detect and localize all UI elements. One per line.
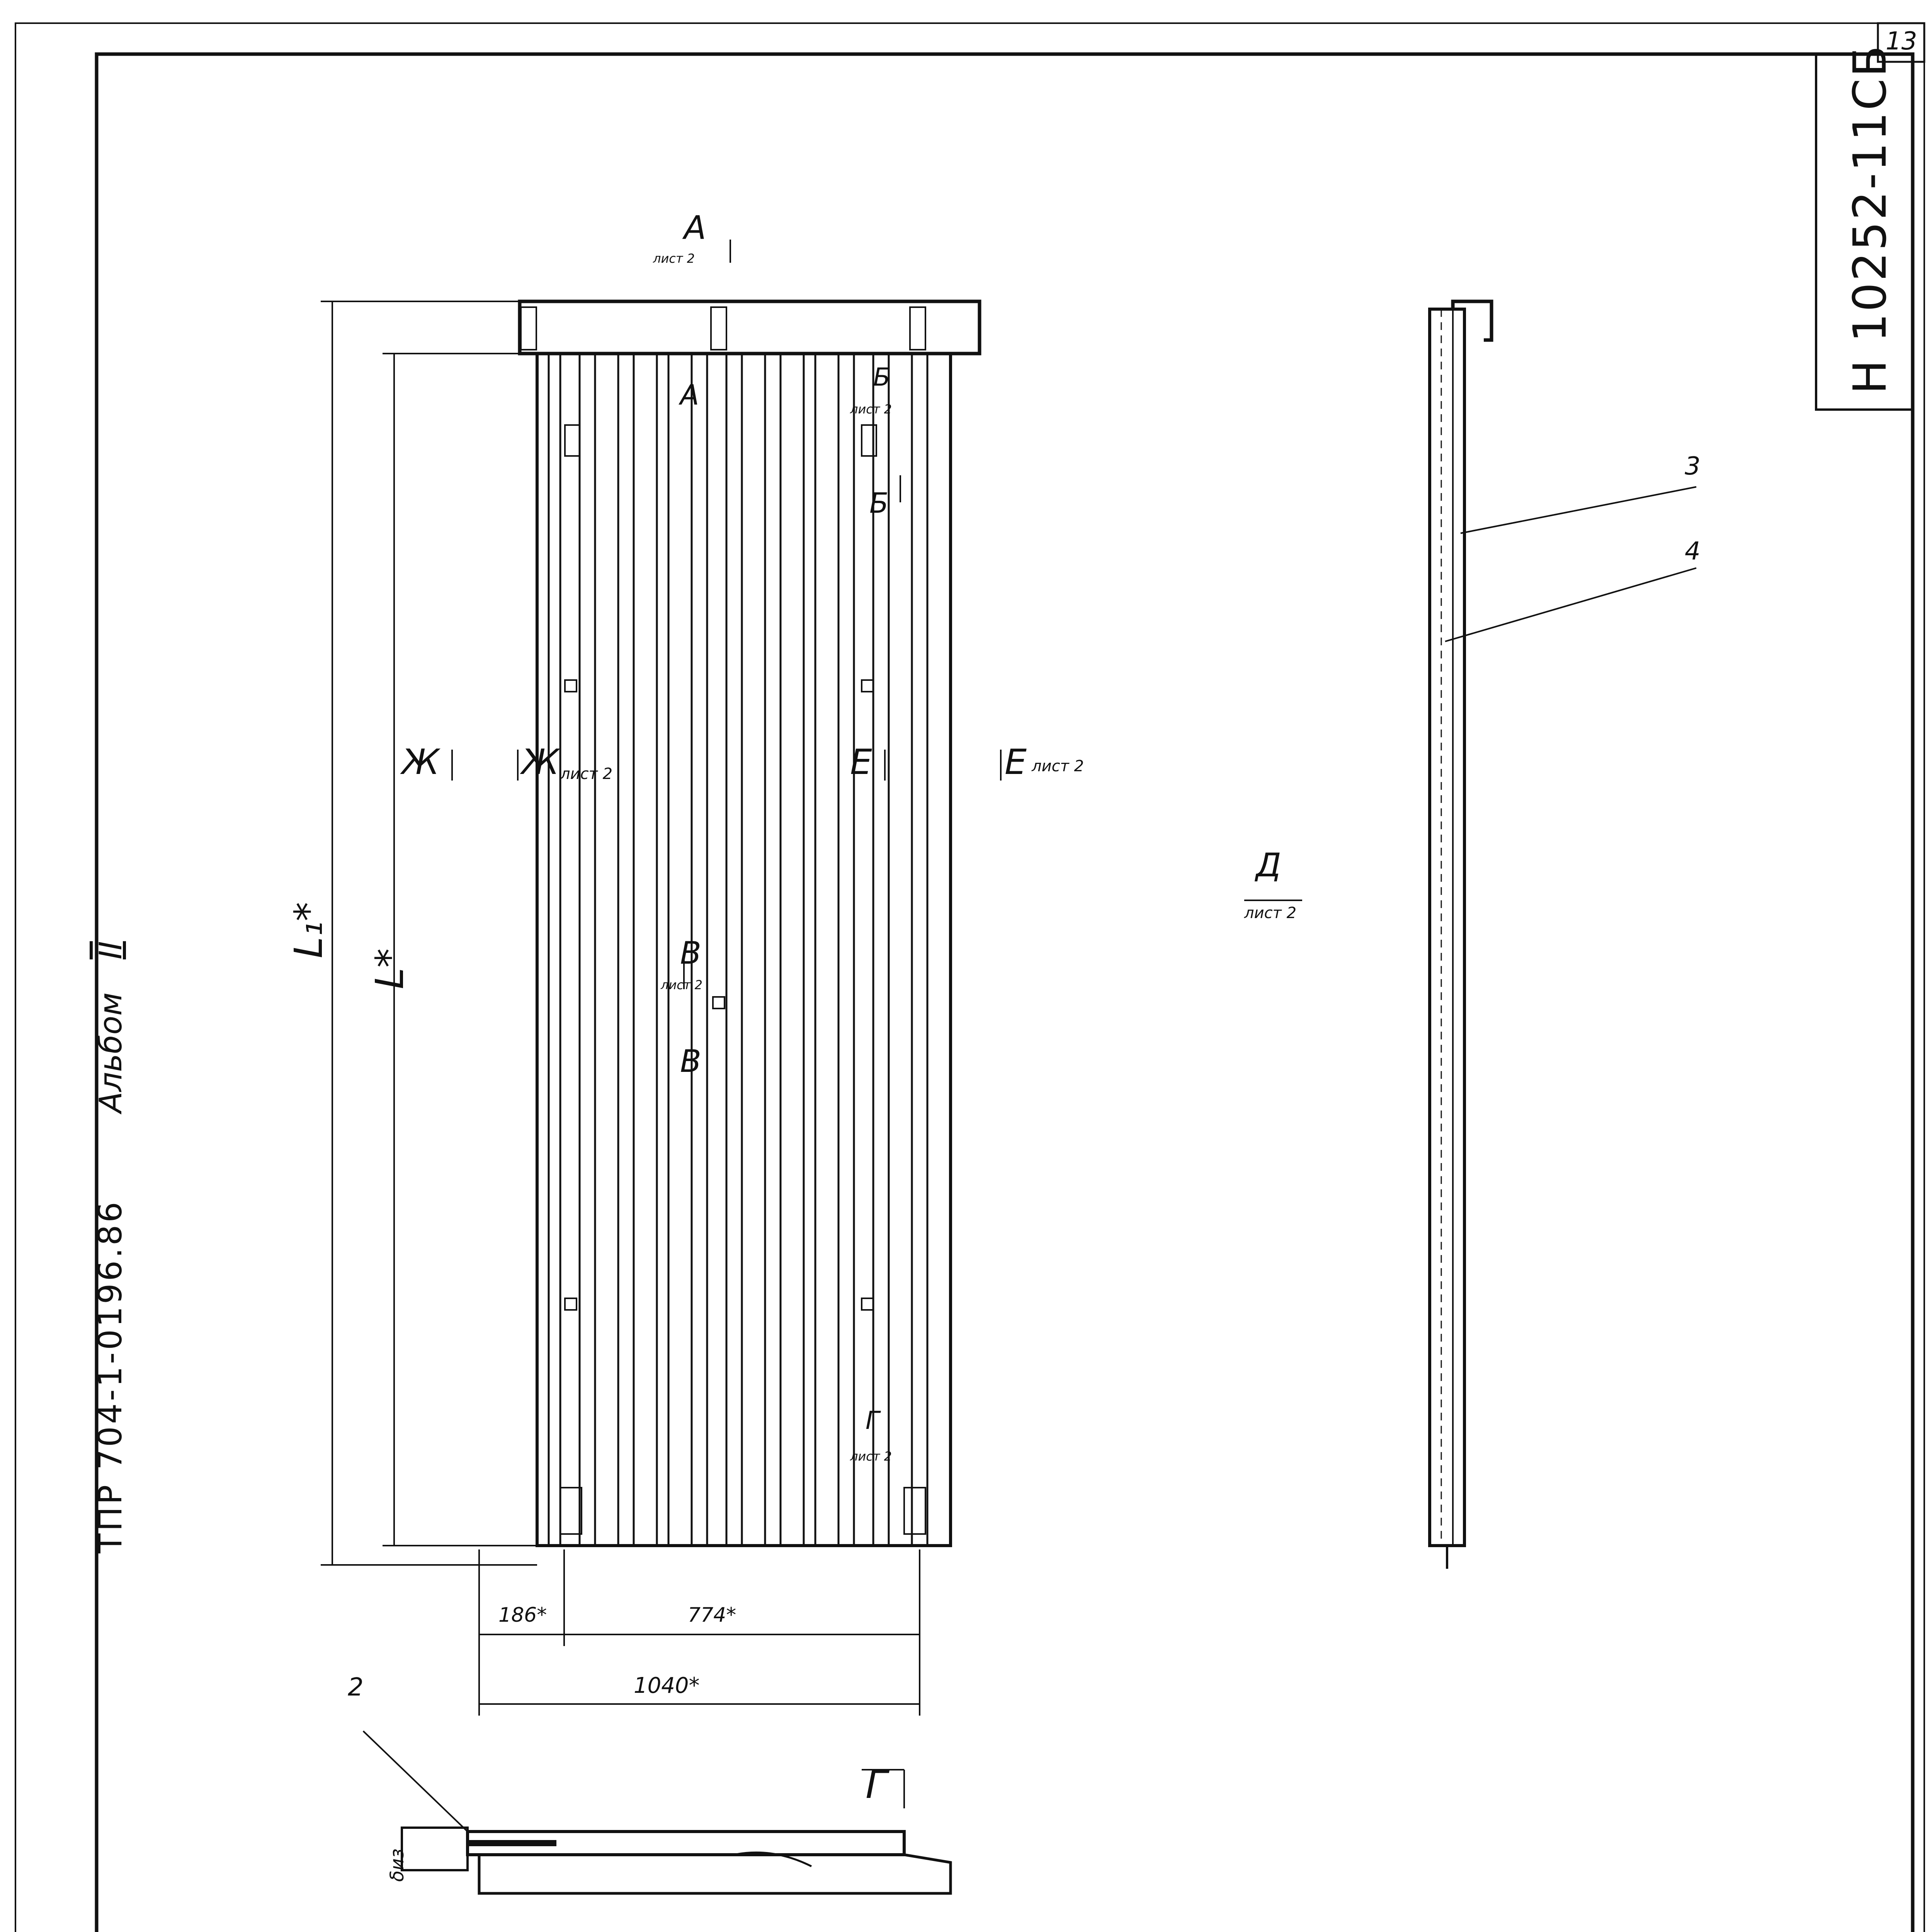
section-b-lower: Б <box>869 487 889 519</box>
series-label: ТПР 704-1-0196.86 <box>91 1199 129 1553</box>
dim-L: L* <box>367 948 412 989</box>
album-word: Альбом <box>93 992 129 1113</box>
pos-4-label: 4 <box>1685 537 1701 566</box>
section-zh-sheet: лист 2 <box>560 765 613 783</box>
section-v-label: В <box>680 935 701 971</box>
dim-774: 774* <box>688 1604 736 1627</box>
section-e-left: Е <box>850 742 872 782</box>
dim-186: 186* <box>498 1604 547 1627</box>
vertical-doc-code: Н 10252-11СБ <box>1843 44 1896 394</box>
section-a-label: А <box>684 209 706 247</box>
section-e-right: Е <box>1005 742 1027 782</box>
section-d-label: Д <box>1256 846 1281 884</box>
dim-1040: 1040* <box>634 1673 700 1698</box>
section-d-sheet: лист 2 <box>1244 904 1297 922</box>
section-a-inner: А <box>680 379 699 411</box>
section-g-bottom: Г <box>866 1762 887 1807</box>
section-b-label: Б <box>873 363 890 392</box>
section-v-lower: В <box>680 1043 701 1079</box>
section-v-sheet: лист 2 <box>661 978 703 992</box>
section-b-sheet: лист 2 <box>850 402 892 417</box>
sheet-number: 13 <box>1886 27 1917 56</box>
dim-L1: L₁* <box>286 902 331 958</box>
pos-2-label: 2 <box>348 1673 364 1702</box>
section-zh-right: Ж <box>522 742 559 782</box>
section-a-sheet: лист 2 <box>653 251 695 266</box>
section-zh-left: Ж <box>402 742 439 782</box>
delta-iz-label: δиз <box>386 1848 408 1882</box>
pos-3-label: 3 <box>1685 452 1701 481</box>
section-e-sheet: лист 2 <box>1032 757 1084 775</box>
album-number: II <box>93 941 129 959</box>
section-g-sheet: лист 2 <box>850 1449 892 1464</box>
section-g-label: Г <box>866 1406 879 1435</box>
